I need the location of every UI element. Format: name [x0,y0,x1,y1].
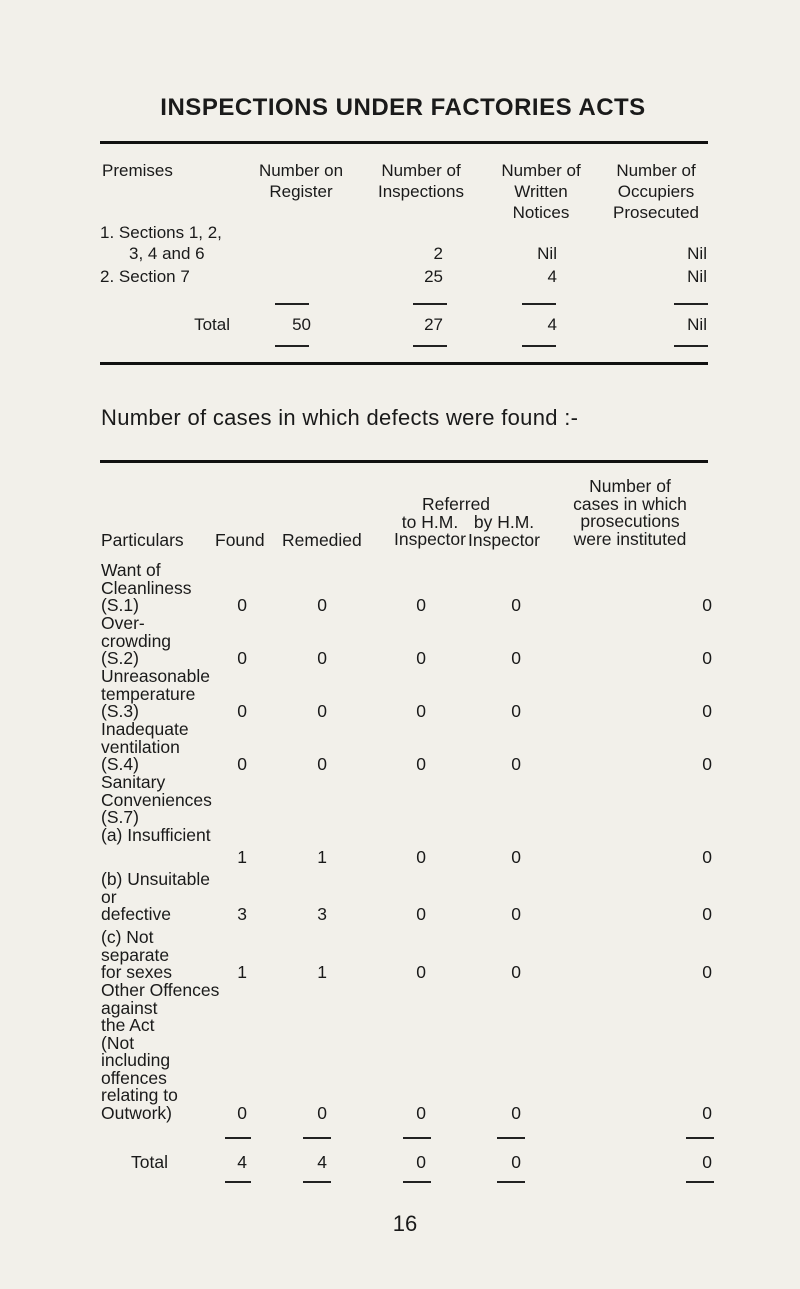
t2-row6-referred-to: 0 [416,904,426,924]
t2-row3-prosecutions: 0 [702,701,712,721]
t2-header-found: Found [215,530,265,550]
t2-row6-remedied: 3 [317,904,327,924]
t2-row4-found: 0 [237,754,247,774]
t2-row7-found: 1 [237,962,247,982]
t2-total-prosecutions: 0 [702,1152,712,1172]
t2-row7-prosecutions: 0 [702,962,712,982]
t1-header-premises: Premises [102,161,173,180]
t2-total-referred-by: 0 [511,1152,521,1172]
t2-row1-found: 0 [237,595,247,615]
t1-row1-label: 1. Sections 1, 2, 3, 4 and 6 [100,223,222,263]
t2-row5-referred-by: 0 [511,847,521,867]
t2-row7-referred-by: 0 [511,962,521,982]
t2-total-remedied: 4 [317,1152,327,1172]
t2-row8-remedied: 0 [317,1103,327,1123]
t2-header-particulars: Particulars [101,530,184,550]
t1-row2-inspections: 25 [424,267,443,286]
t2-row6-found: 3 [237,904,247,924]
t2-row4-referred-by: 0 [511,754,521,774]
t2-row3-found: 0 [237,701,247,721]
table1-top-rule [100,141,708,144]
t2-row5-found: 1 [237,847,247,867]
t1-total-prosecuted: Nil [687,315,707,334]
t1-row2-label: 2. Section 7 [100,267,190,286]
t1-total-inspections: 27 [424,315,443,334]
t2-total-dash-top [225,1137,251,1139]
t2-total-label: Total [131,1152,168,1172]
t1-total-label: Total [194,315,230,334]
t2-row3-remedied: 0 [317,701,327,721]
t2-row4-prosecutions: 0 [702,754,712,774]
t1-header-inspections: Number of Inspections [378,161,464,201]
t1-row1-inspections: 2 [433,244,443,263]
t2-header-remedied: Remedied [282,530,362,550]
t2-row8-referred-by: 0 [511,1103,521,1123]
t2-row2-remedied: 0 [317,648,327,668]
t2-row2-prosecutions: 0 [702,648,712,668]
t2-row8-prosecutions: 0 [702,1103,712,1123]
t1-row1-prosecuted: Nil [687,244,707,263]
t2-row7-remedied: 1 [317,962,327,982]
t1-total-dash-bottom [275,345,309,347]
t1-row1-notices: Nil [537,244,557,263]
t2-row1-prosecutions: 0 [702,595,712,615]
t2-row6-referred-by: 0 [511,904,521,924]
t1-header-notices: Number of Written Notices [501,161,581,222]
t2-row7-referred-to: 0 [416,962,426,982]
t1-header-prosecuted: Number of Occupiers Prosecuted [613,161,699,222]
t2-row5-referred-to: 0 [416,847,426,867]
page-number: 16 [392,1211,418,1236]
t2-row2-referred-to: 0 [416,648,426,668]
t2-row1-remedied: 0 [317,595,327,615]
t2-row4-remedied: 0 [317,754,327,774]
t2-row8-label: Other Offences against the Act (Not including offences relating to Outwork) [101,980,220,1123]
t2-row6-prosecutions: 0 [702,904,712,924]
t2-total-referred-to: 0 [416,1152,426,1172]
t1-row2-prosecuted: Nil [687,267,707,286]
t2-row5-prosecutions: 0 [702,847,712,867]
t2-header-referred-by: by H.M. Inspector [468,512,540,550]
t2-row1-referred-by: 0 [511,595,521,615]
t1-row2-notices: 4 [547,267,557,286]
t2-row5-remedied: 1 [317,847,327,867]
t2-row1-referred-to: 0 [416,595,426,615]
table2-top-rule [100,460,708,463]
t2-row1-label: Want of Cleanliness (S.1) [101,560,192,615]
t2-row3-referred-by: 0 [511,701,521,721]
t1-total-dash-top [275,303,309,305]
t2-total-dash-bottom [225,1181,251,1183]
t2-row8-found: 0 [237,1103,247,1123]
t2-row5-label: Sanitary Conveniences (S.7) (a) Insufficient [101,772,212,845]
t2-row6-label: (b) Unsuitable or defective [101,869,210,924]
t2-total-found: 4 [237,1152,247,1172]
defects-heading: Number of cases in which defects were found :- [101,405,579,430]
t2-header-prosecutions: Number of cases in which prosecutions were instituted [573,476,687,549]
t2-row2-label: Over- crowding (S.2) [101,613,172,668]
t2-row8-referred-to: 0 [416,1103,426,1123]
table1-bottom-rule [100,362,708,365]
t2-row3-label: Unreasonable temperature (S.3) [101,666,210,721]
t2-row4-label: Inadequate ventilation (S.4) [101,719,189,774]
t2-row7-label: (c) Not separate for sexes [101,927,172,982]
page-title: INSPECTIONS UNDER FACTORIES ACTS [160,94,646,121]
t1-header-register: Number on Register [258,161,344,201]
t2-header-referred-to: Referred to H.M. Inspector [394,494,491,549]
t2-row2-referred-by: 0 [511,648,521,668]
t2-row3-referred-to: 0 [416,701,426,721]
t2-row4-referred-to: 0 [416,754,426,774]
t1-total-notices: 4 [547,315,557,334]
t2-row2-found: 0 [237,648,247,668]
t1-total-register: 50 [292,315,311,334]
